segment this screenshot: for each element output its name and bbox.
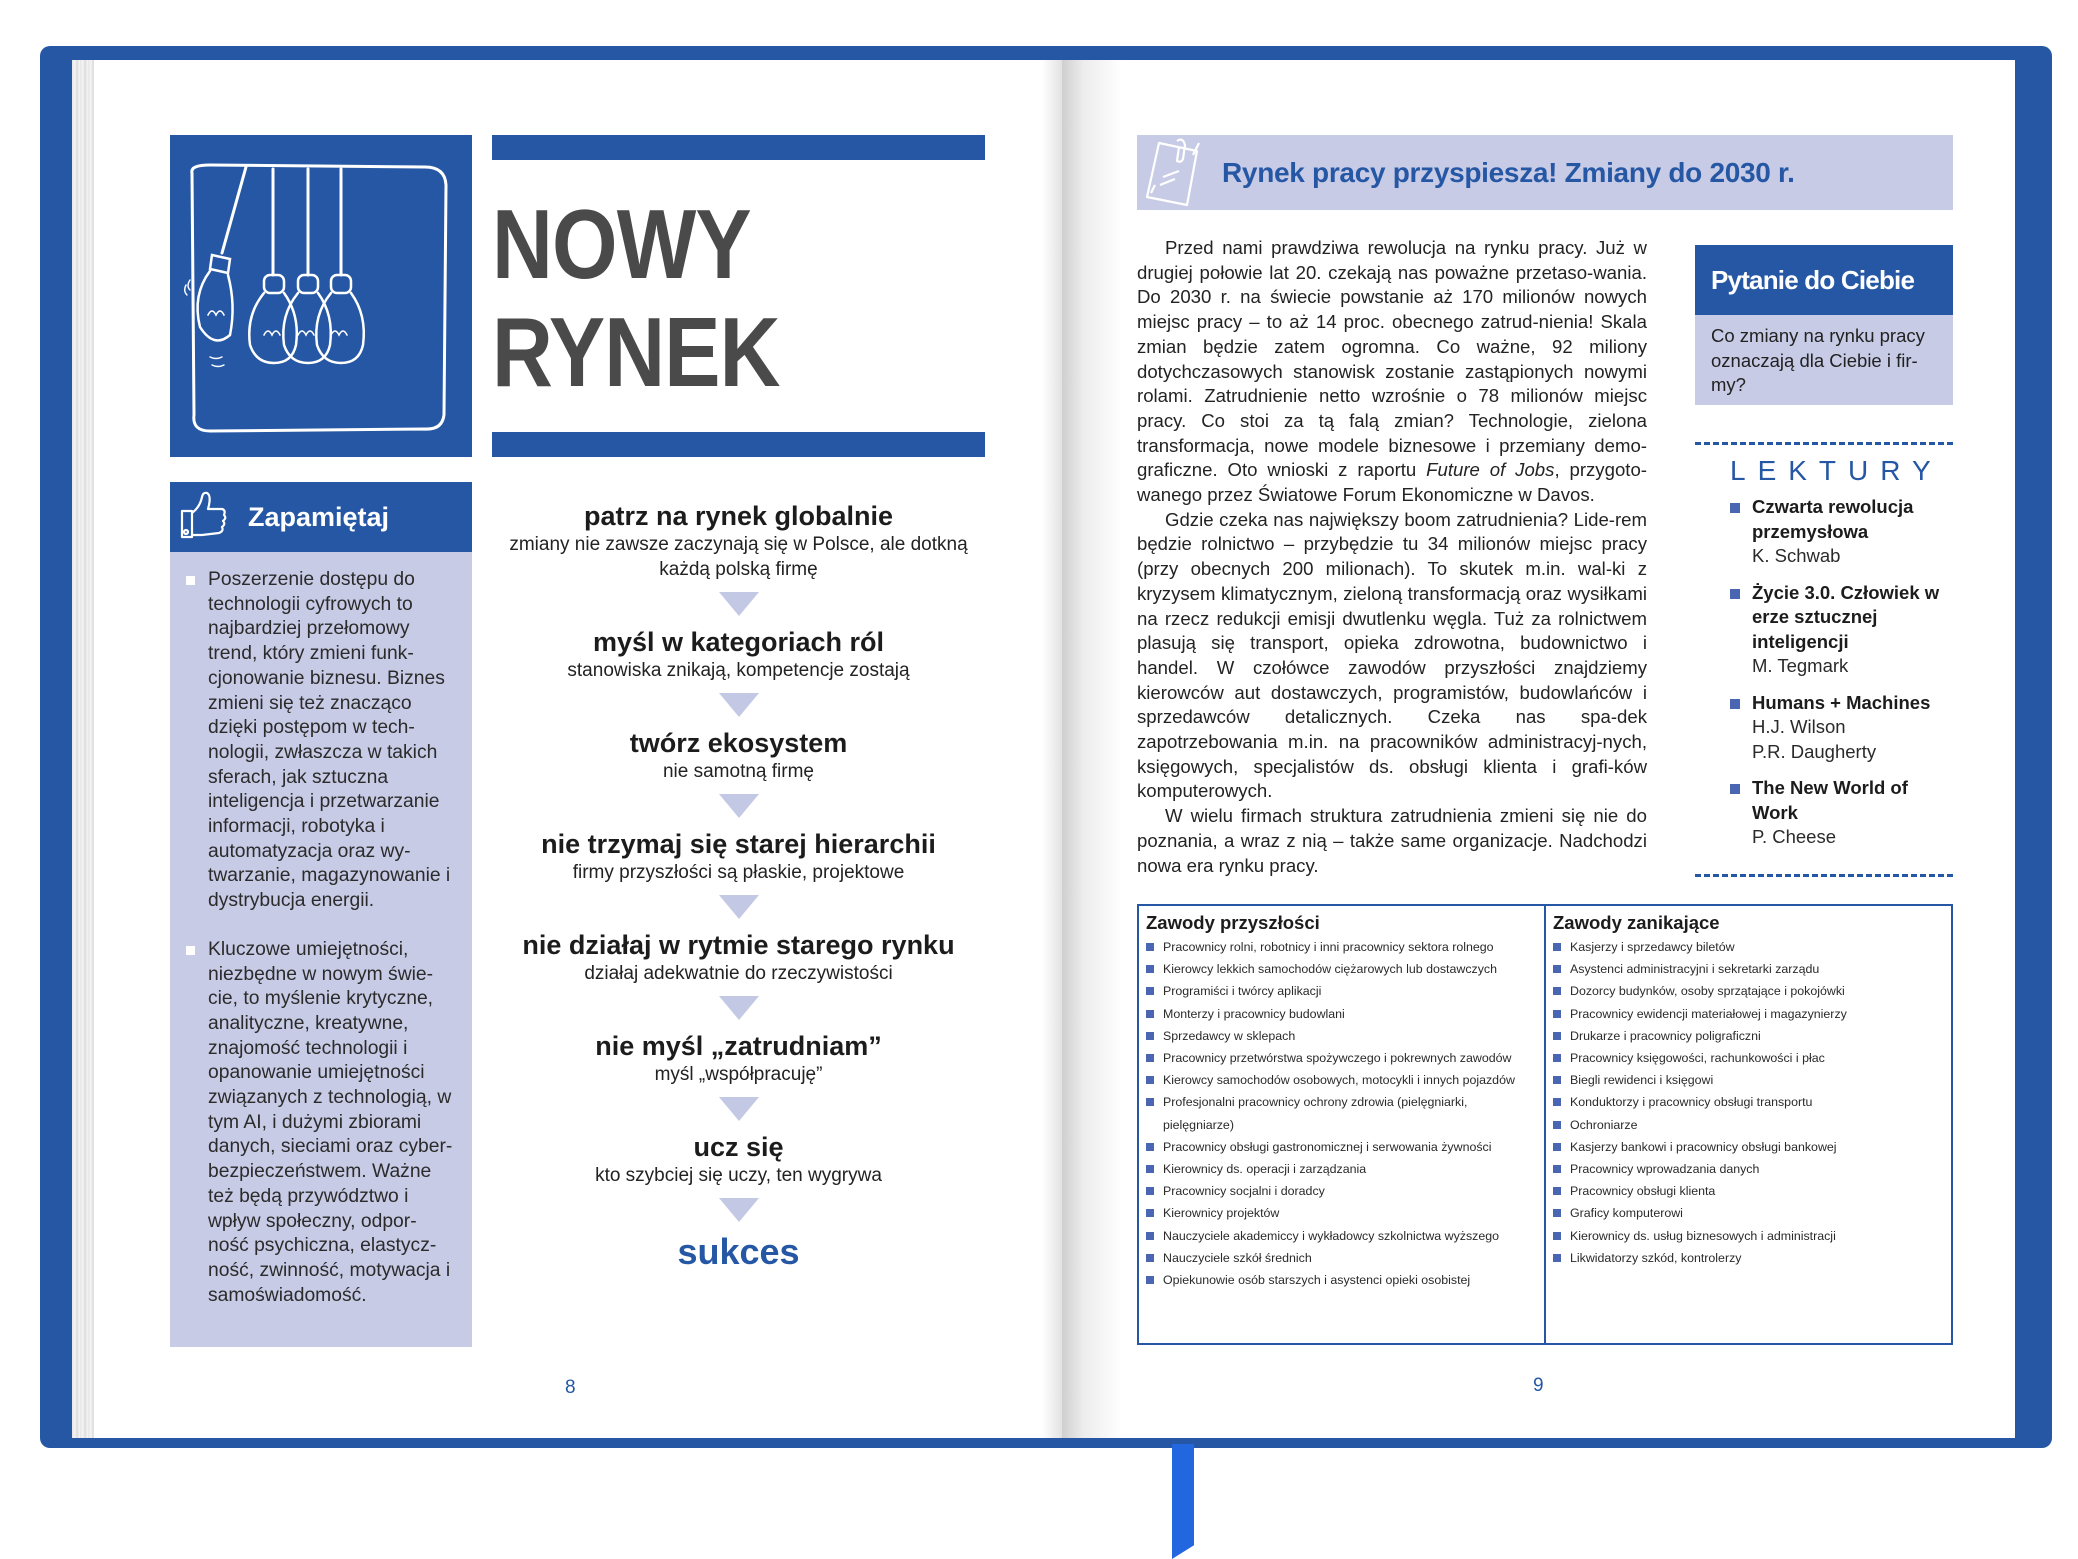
bullet-square-icon (1553, 1032, 1561, 1040)
bullet-square-icon (1146, 1254, 1154, 1262)
bullet-square-icon (1553, 1232, 1561, 1240)
bullet-square-icon (1553, 1054, 1561, 1062)
job-item: Dozorcy budynków, osoby sprzątające i pokojówki (1553, 980, 1945, 1002)
bullet-square-icon (1146, 1187, 1154, 1195)
future-jobs-column (1139, 906, 1544, 1343)
bullet-square-icon (1146, 1165, 1154, 1173)
down-arrow-icon (719, 996, 759, 1020)
job-item: Kasjerzy bankowi i pracownicy obsługi bankowej (1553, 1136, 1945, 1158)
divider (1695, 874, 1953, 877)
job-item: Pracownicy obsługi klienta (1553, 1180, 1945, 1202)
job-item: Profesjonalni pracownicy ochrony zdrowia (pielęgniarki, pielęgniarze) (1146, 1091, 1538, 1135)
question-text: Co zmiany na rynku pracy oznaczają dla Ciebie i fir-my? (1711, 325, 1925, 395)
title-bar-bottom (492, 432, 985, 457)
clipboard-note-icon (1137, 135, 1212, 210)
job-item: Pracownicy socjalni i doradcy (1146, 1180, 1538, 1202)
job-item: Monterzy i pracownicy budowlani (1146, 1003, 1538, 1025)
jobs-table (1137, 904, 1953, 1345)
bullet-square-icon (1730, 784, 1740, 794)
job-item: Sprzedawcy w sklepach (1146, 1025, 1538, 1047)
job-item: Kierowcy samochodów osobowych, motocykli i innych pojazdów (1146, 1069, 1538, 1091)
bullet-square-icon (1146, 1054, 1154, 1062)
job-item: Nauczyciele szkół średnich (1146, 1247, 1538, 1269)
job-item: Drukarze i pracownicy poligraficzni (1553, 1025, 1945, 1047)
bullet-square-icon (1146, 1143, 1154, 1151)
page-stack-edge (72, 60, 96, 1438)
readings-list (1695, 495, 1953, 850)
readings-title: LEKTURY (1730, 455, 1943, 486)
bullet-square-icon (186, 946, 195, 955)
bullet-square-icon (1146, 1032, 1154, 1040)
job-item: Biegli rewidenci i księgowi (1553, 1069, 1945, 1091)
job-item: Nauczyciele akademiccy i wykładowcy szkolnictwa wyższego (1146, 1225, 1538, 1247)
job-item: Likwidatorzy szkód, kontrolerzy (1553, 1247, 1945, 1269)
down-arrow-icon (719, 794, 759, 818)
down-arrow-icon (719, 895, 759, 919)
job-item: Pracownicy przetwórstwa spożywczego i pokrewnych zawodów (1146, 1047, 1538, 1069)
down-arrow-icon (719, 1097, 759, 1121)
flow-step: nie trzymaj się starej hierarchii firmy przyszłości są płaskie, projektowe (541, 829, 936, 883)
thumbs-up-icon (178, 489, 228, 545)
job-item: Kierownicy projektów (1146, 1202, 1538, 1224)
bullet-square-icon (1553, 987, 1561, 995)
bullet-square-icon (1553, 1076, 1561, 1084)
job-item: Pracownicy ewidencji materiałowej i magazynierzy (1553, 1003, 1945, 1025)
question-title: Pytanie do Ciebie (1695, 245, 1953, 315)
bullet-square-icon (1730, 503, 1740, 513)
bullet-square-icon (1553, 1209, 1561, 1217)
job-item: Opiekunowie osób starszych i asystenci opieki osobistej (1146, 1269, 1538, 1291)
column-header: Zawody zanikające (1553, 912, 1720, 933)
paragraph: Gdzie czeka nas największy boom zatrudnienia? Lide-rem będzie rolnictwo – przybędzie tu 34 milionów miejsc pracy (przy obecnych 200 milionach). To skutek m.in. wal-ki z kryzysem klimatycznym, zieloną transformacją oraz wysiłkami na rzecz redukcji emisji dwutlenku węgla. Tuż za rolnictwem plasują się transport, opieka zdrowotna, budownictwo i handel. W czołówce zawodów przyszłości znajdziemy kierowców aut dostawczych, programistów, budowlańców i sprzedawców detalicznych. Czeka nas spa-dek zapotrzebowania m.in. na pracowników administracyj-nych, księgowych, specjalistów ds. obsługi klienta i grafi-ków komputerowych. (1137, 508, 1647, 802)
job-item: Konduktorzy i pracownicy obsługi transportu (1553, 1091, 1945, 1113)
swinging-lightbulbs-icon (170, 135, 472, 457)
flow-step: nie myśl „zatrudniam” myśl „współpracuję” (595, 1031, 882, 1085)
bullet-square-icon (186, 576, 195, 585)
bullet-square-icon (1553, 1165, 1561, 1173)
bullet-square-icon (1553, 943, 1561, 951)
bullet-square-icon (1146, 1209, 1154, 1217)
declining-jobs-column (1544, 906, 1951, 1343)
remember-list (170, 552, 472, 1308)
job-item: Graficy komputerowi (1553, 1202, 1945, 1224)
flow-step: patrz na rynek globalnie zmiany nie zawsze zaczynają się w Polsce, ale dotkną każdą polską firmę (509, 501, 968, 580)
bullet-square-icon (1146, 1076, 1154, 1084)
bookmark-ribbon (1172, 1444, 1194, 1559)
bullet-square-icon (1146, 987, 1154, 995)
reading-item: Czwarta rewolucja przemysłowa K. Schwab (1730, 495, 1953, 569)
left-page (94, 60, 1062, 1438)
bullet-square-icon (1553, 1010, 1561, 1018)
flow-step: nie działaj w rytmie starego rynku działaj adekwatnie do rzeczywistości (522, 930, 955, 984)
bullet-square-icon (1553, 1254, 1561, 1262)
page-number: 9 (1533, 1375, 1544, 1396)
column-header: Zawody przyszłości (1146, 912, 1320, 933)
success-flow (492, 500, 985, 1272)
job-item: Pracownicy wprowadzania danych (1553, 1158, 1945, 1180)
section-header (1137, 135, 1953, 210)
remember-title: Zapamiętaj (248, 501, 390, 532)
down-arrow-icon (719, 693, 759, 717)
title-bar-top (492, 135, 985, 160)
bullet-square-icon (1553, 1098, 1561, 1106)
reading-item: Humans + Machines H.J. Wilson P.R. Daugherty (1730, 691, 1953, 765)
flow-final: sukces (677, 1231, 800, 1272)
reading-item: Życie 3.0. Człowiek w erze sztucznej inteligencji M. Tegmark (1730, 581, 1953, 679)
bullet-square-icon (1146, 1098, 1154, 1106)
divider (1695, 442, 1953, 445)
job-item: Ochroniarze (1553, 1114, 1945, 1136)
bullet-square-icon (1730, 589, 1740, 599)
job-item: Asystenci administracyjni i sekretarki zarządu (1553, 958, 1945, 980)
job-item: Kierowcy lekkich samochodów ciężarowych lub dostawczych (1146, 958, 1538, 980)
job-item: Pracownicy księgowości, rachunkowości i płac (1553, 1047, 1945, 1069)
page-number: 8 (565, 1377, 576, 1398)
bullet-square-icon (1553, 1121, 1561, 1129)
down-arrow-icon (719, 592, 759, 616)
spine-shadow (1062, 60, 1122, 1438)
remember-item: Poszerzenie dostępu do technologii cyfrowych to najbardziej przełomowy trend, który zmieni funk-cjonowanie biznesu. Biznes zmieni się też znacząco dzięki postępom w tech-nologii, zwłaszcza w takich sferach, jak sztuczna inteligencja i przetwarzanie informacji, robotyka i automatyzacja oraz wy-twarzanie, magazynowanie i dystrybucja energii. (186, 568, 454, 914)
bullet-square-icon (1146, 943, 1154, 951)
article-body (1137, 236, 1647, 878)
reading-item: The New World of Work P. Cheese (1730, 776, 1953, 850)
spine-shadow (1042, 60, 1062, 1438)
bullet-square-icon (1553, 965, 1561, 973)
remember-box (170, 482, 472, 1347)
job-item: Kierownicy ds. operacji i zarządzania (1146, 1158, 1538, 1180)
job-item: Kasjerzy i sprzedawcy biletów (1553, 936, 1945, 958)
question-box (1695, 245, 1953, 405)
remember-item: Kluczowe umiejętności, niezbędne w nowym świe-cie, to myślenie krytyczne, analityczne, kreatywne, znajomość technologii i opanowanie umiejętności związanych z technologią, w tym AI, i dużymi zbiorami danych, sieciami oraz cyber-bezpieczeństwem. Ważne też będą przywództwo i wpływ społeczny, odpor-ność psychiczna, elastycz-ność, zwinność, motywacja i samoświadomość. (186, 938, 454, 1309)
chapter-title: NOWY RYNEK (492, 189, 780, 407)
job-item: Kierownicy ds. usług biznesowych i administracji (1553, 1225, 1945, 1247)
down-arrow-icon (719, 1198, 759, 1222)
bullet-square-icon (1730, 699, 1740, 709)
bullet-square-icon (1146, 1232, 1154, 1240)
remember-header (170, 482, 472, 552)
paragraph: Przed nami prawdziwa rewolucja na rynku pracy. Już w drugiej połowie lat 20. czekają nas poważne przetaso-wania. Do 2030 r. na świecie powstanie aż 170 milionów nowych miejsc pracy – to aż 14 proc. obecnego zatrud-nienia! Skala zmian będzie zatem ogromna. Co ważne, 92 miliony dotychczasowych stanowisk zostanie zastąpionych nowymi rolami. Zatrudnienie netto wzrośnie o 78 milionów miejsc pracy. Co stoi za tą falą zmian? Technologie, zielona transformacja, nowe modele biznesowe i przemiany demo-graficzne. Oto wnioski z raportu Future of Jobs, przygoto-wanego przez Światowe Forum Ekonomiczne w Davos. (1137, 237, 1647, 506)
paragraph: W wielu firmach struktura zatrudnienia zmieni się nie do poznania, a wraz z nią – także same organizacje. Nadchodzi nowa era rynku pracy. (1137, 805, 1647, 876)
bullet-square-icon (1553, 1187, 1561, 1195)
section-title: Rynek pracy przyspiesza! Zmiany do 2030 r. (1222, 156, 1795, 188)
job-item: Pracownicy obsługi gastronomicznej i serwowania żywności (1146, 1136, 1538, 1158)
right-page (1062, 60, 2015, 1438)
flow-step: ucz się kto szybciej się uczy, ten wygrywa (595, 1132, 882, 1186)
future-jobs-list (1146, 936, 1538, 1291)
job-item: Programiści i twórcy aplikacji (1146, 980, 1538, 1002)
declining-jobs-list (1553, 936, 1945, 1269)
flow-step: myśl w kategoriach ról stanowiska znikają, kompetencje zostają (567, 627, 910, 681)
bullet-square-icon (1146, 965, 1154, 973)
bullet-square-icon (1146, 1010, 1154, 1018)
flow-step: twórz ekosystem nie samotną firmę (629, 728, 848, 782)
bullet-square-icon (1146, 1276, 1154, 1284)
readings (1695, 455, 1953, 862)
bullet-square-icon (1553, 1143, 1561, 1151)
job-item: Pracownicy rolni, robotnicy i inni pracownicy sektora rolnego (1146, 936, 1538, 958)
